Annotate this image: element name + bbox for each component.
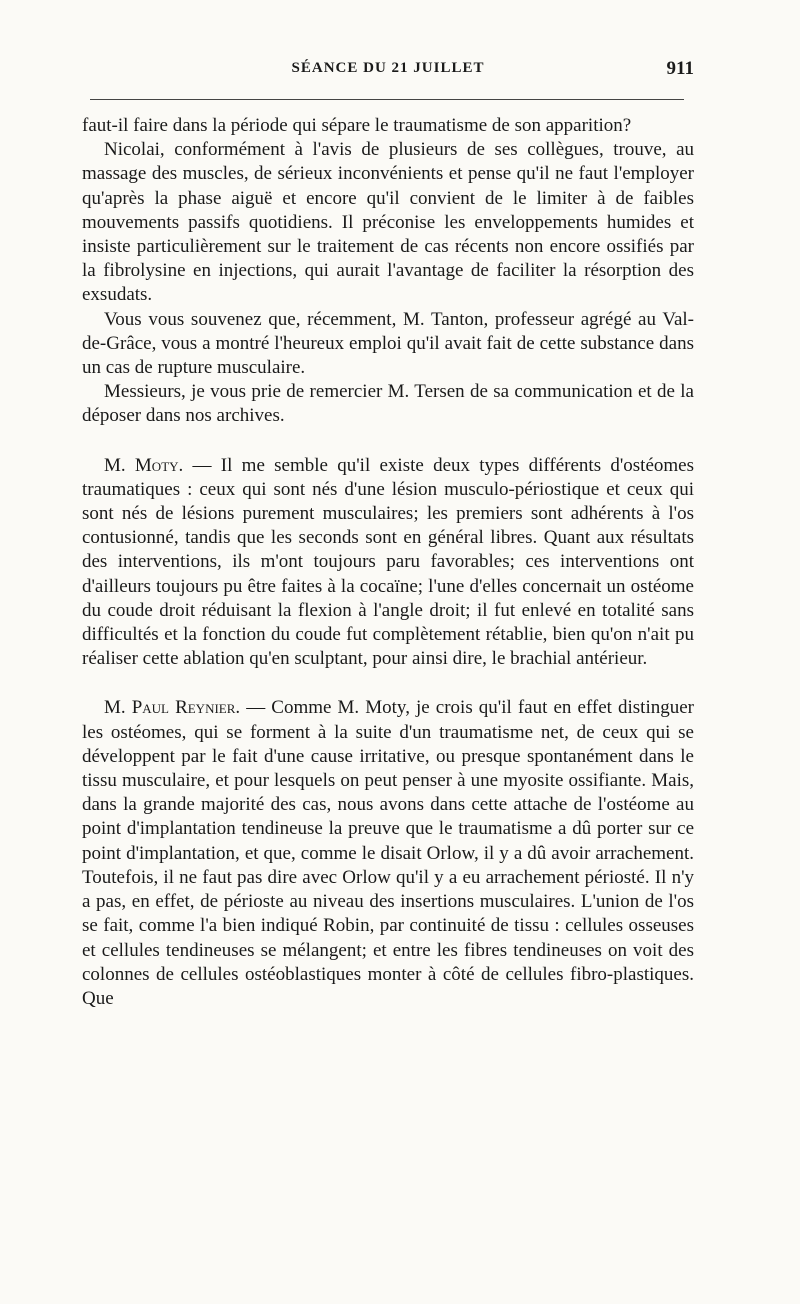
running-head (82, 60, 694, 84)
header-rule (90, 99, 684, 100)
paragraph-thanks: Messieurs, je vous prie de remercier M. Tersen de sa communication et de la déposer dans nos archives. (82, 381, 694, 427)
body-text (82, 114, 694, 1011)
running-title: SÉANCE DU 21 JUILLET (291, 60, 485, 76)
page-number: 911 (666, 58, 694, 79)
speaker-moty: M. Moty. (104, 454, 184, 476)
paragraph-nicolai: Nicolai, conformément à l'avis de plusieurs de ses collègues, trouve, au massage des muscles, de sérieux inconvénients et pense qu'il ne faut l'employer qu'après la phase aiguë et encore qu'il convient de le limiter à de faibles mouvements passifs quotidiens. Il préconise les enveloppements humides et insiste particulièrement sur le traitement de cas récents non encore ossifiés par la fibrolysine en injections, qui aurait l'avantage de faciliter la résorption des exsudats. (82, 139, 694, 306)
paragraph-moty (82, 454, 694, 672)
speaker-reynier: M. Paul Reynier. (104, 697, 241, 719)
paragraph-continuation: faut-il faire dans la période qui sépare le traumatisme de son apparition? (82, 115, 632, 136)
paragraph-reynier (82, 696, 694, 1011)
reynier-text: — Comme M. Moty, je crois qu'il faut en effet distinguer les ostéomes, qui se forment à la suite d'un traumatisme net, de ceux qui se développent par le fait d'une cause irritative, ou presque spontanément dans le tissu musculaire, et pour lesquels on peut penser à une myosite ossifiante. Mais, dans la grande majorité des cas, nous avons dans cette attache de l'ostéome au point d'implantation tendineuse la preuve que le traumatisme a dû porter sur ce point d'implantation, et que, comme le disait Orlow, il y a dû avoir arrachement. Toutefois, il ne faut pas dire avec Orlow qu'il y a eu arrachement périosté. Il n'y a pas, en effet, de périoste au niveau des insertions musculaires. L'union de l'os se fait, comme l'a bien indiqué Robin, par continuité de tissu : cellules osseuses et cellules tendineuses se mélangent; et entre les fibres tendineuses on voit des colonnes de cellules ostéoblastiques monter à côté de cellules fibro-plastiques. Que (82, 697, 694, 1009)
paragraph-tanton: Vous vous souvenez que, récemment, M. Tanton, professeur agrégé au Val-de-Grâce, vous a montré l'heureux emploi qu'il avait fait de cette substance dans un cas de rupture musculaire. (82, 308, 694, 379)
moty-text: — Il me semble qu'il existe deux types différents d'ostéomes traumatiques : ceux qui sont nés d'une lésion musculo-périostique et ceux qui sont nés de lésions purement musculaires; les premiers sont adhérents à l'os contusionné, tandis que les seconds sont en général libres. Quant aux résultats des interventions, ils m'ont toujours paru favorables; ces interventions ont d'ailleurs toujours pu être faites à la cocaïne; l'une d'elles concernait un ostéome du coude droit réduisant la flexion à l'angle droit; il fut enlevé en totalité sans difficultés et la fonction du coude fut complètement rétablie, bien qu'on n'ait pu réaliser cette ablation qu'en sculptant, pour ainsi dire, le brachial antérieur. (82, 454, 694, 670)
